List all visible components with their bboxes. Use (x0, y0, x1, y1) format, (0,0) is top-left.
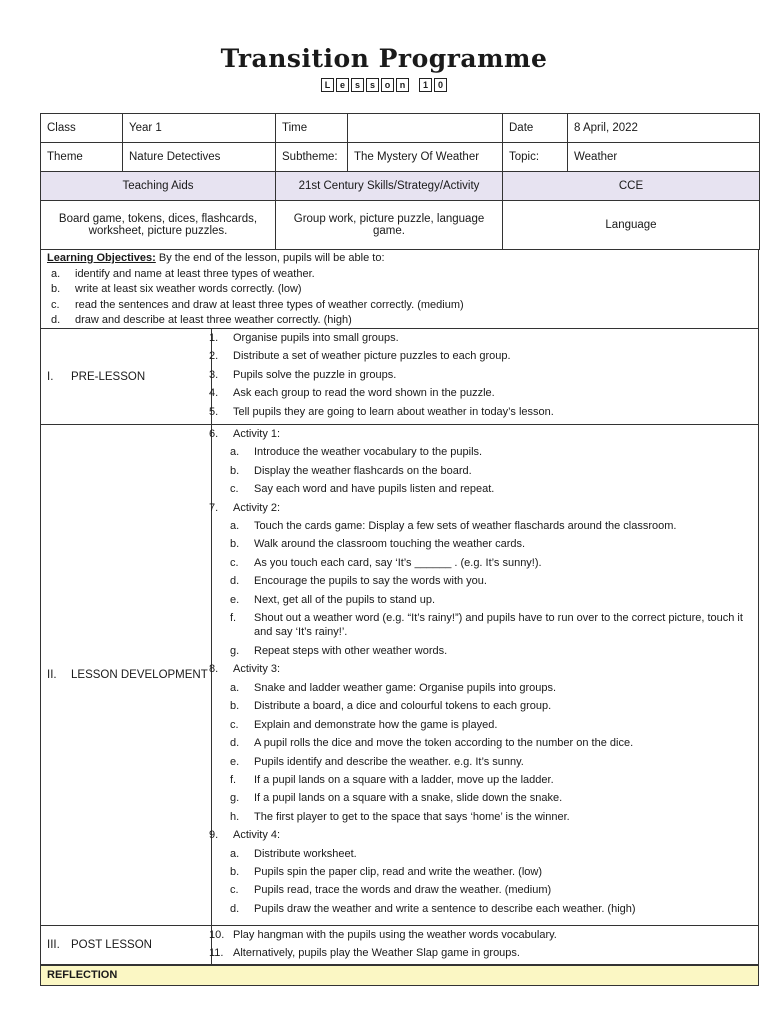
sub-step-marker: d. (230, 737, 240, 750)
stage-number: III. (47, 939, 60, 951)
sub-step-text: The first player to get to the space that says ‘home’ is the winner. (254, 810, 570, 823)
sub-step-item (206, 900, 758, 918)
subtheme-value: The Mystery Of Weather (348, 143, 503, 172)
sub-step-marker: e. (230, 755, 240, 768)
sub-step-item (206, 554, 758, 572)
class-label: Class (41, 114, 123, 143)
teaching-aids-header: Teaching Aids (41, 172, 276, 201)
sub-step-text: Distribute a board, a dice and colourful tokens to each group. (254, 700, 552, 713)
subtitle-letter: 1 (419, 78, 432, 92)
step-number: 11. (209, 947, 224, 960)
sub-step-text: Next, get all of the pupils to stand up. (254, 593, 436, 606)
sub-step-marker: f. (230, 612, 237, 625)
step-text: Activity 2: (233, 501, 281, 514)
step-item (206, 403, 758, 421)
sub-step-item (206, 716, 758, 734)
sub-step-text: Distribute worksheet. (254, 847, 357, 860)
lesson-info-table (40, 113, 760, 172)
step-item (206, 384, 758, 402)
stage-number: II. (47, 669, 57, 681)
sub-step-item (206, 517, 758, 535)
step-number: 6. (209, 428, 219, 440)
sub-step-item (206, 642, 758, 660)
sub-step-text: Say each word and have pupils listen and repeat. (254, 483, 495, 496)
sub-step-item (206, 808, 758, 826)
subtitle-letter: s (366, 78, 379, 92)
objective-text: write at least six weather words correctly. (low) (75, 283, 302, 295)
objective-marker: c. (51, 298, 60, 311)
sub-step-text: A pupil rolls the dice and move the token according to the number on the dice. (254, 737, 634, 750)
reflection-header: REFLECTION (40, 965, 759, 986)
sub-step-marker: h. (230, 810, 240, 823)
sub-step-text: Explain and demonstrate how the game is played. (254, 718, 498, 731)
step-number: 3. (209, 368, 219, 381)
sub-step-item (206, 697, 758, 715)
development-steps (206, 425, 758, 918)
topic-label: Topic: (503, 143, 568, 172)
sub-step-item (206, 734, 758, 752)
topic-value: Weather (568, 143, 760, 172)
sub-step-marker: f. (230, 773, 237, 786)
sub-step-marker: d. (230, 902, 240, 915)
step-item (206, 366, 758, 384)
sub-step-marker: a. (230, 520, 240, 533)
sub-step-marker: a. (230, 446, 240, 459)
pre-lesson-stage (41, 329, 212, 424)
step-item (206, 926, 758, 944)
sub-step-marker: c. (230, 884, 239, 897)
theme-label: Theme (41, 143, 123, 172)
sub-step-item (206, 480, 758, 498)
sub-step-text: If a pupil lands on a square with a ladder, move up the ladder. (254, 773, 554, 786)
step-item (206, 425, 758, 443)
step-number: 10. (209, 929, 225, 941)
lesson-subtitle (0, 78, 768, 92)
lesson-development-section (40, 425, 759, 926)
stage-label: LESSON DEVELOPMENT (71, 669, 208, 681)
sub-step-marker: a. (230, 847, 240, 860)
objective-marker: b. (51, 283, 61, 295)
sub-step-item (206, 591, 758, 609)
step-text: Activity 4: (233, 829, 281, 842)
subtitle-letter: o (381, 78, 394, 92)
subtitle-letter (411, 78, 417, 90)
sub-step-marker: g. (230, 792, 240, 805)
objective-item (47, 298, 752, 314)
development-stage (41, 425, 212, 925)
subtitle-letter: n (396, 78, 409, 92)
step-number: 1. (209, 332, 219, 344)
step-item (206, 499, 758, 517)
sub-step-marker: g. (230, 645, 240, 658)
sub-step-text: Repeat steps with other weather words. (254, 645, 448, 658)
objective-text: draw and describe at least three weather correctly. (high) (75, 314, 352, 326)
post-lesson-stage (41, 926, 212, 964)
sub-step-marker: b. (230, 538, 240, 551)
sub-step-marker: a. (230, 681, 240, 694)
sub-step-item (206, 443, 758, 461)
sub-step-item (206, 572, 758, 590)
sub-step-marker: b. (230, 464, 240, 477)
class-value: Year 1 (123, 114, 276, 143)
sub-step-text: Pupils draw the weather and write a sentence to describe each weather. (high) (254, 902, 636, 915)
sub-step-text: Display the weather flashcards on the board. (254, 464, 472, 477)
cce-header: CCE (503, 172, 760, 201)
teaching-aids-value: Board game, tokens, dices, flashcards, worksheet, picture puzzles. (41, 201, 276, 250)
sub-step-text: Touch the cards game: Display a few sets of weather flaschards around the classroom. (254, 520, 677, 533)
objective-marker: d. (51, 314, 61, 326)
step-text: Alternatively, pupils play the Weather Slap game in groups. (233, 947, 520, 960)
sub-step-item (206, 881, 758, 899)
step-text: Ask each group to read the word shown in the puzzle. (233, 387, 495, 400)
sub-step-marker: c. (230, 718, 239, 731)
sub-step-marker: c. (230, 556, 239, 569)
objectives-label: Learning Objectives: (47, 252, 156, 264)
objective-marker: a. (51, 267, 61, 280)
sub-step-marker: d. (230, 575, 240, 588)
step-text: Activity 3: (233, 663, 281, 676)
subtitle-letter: L (321, 78, 334, 92)
learning-objectives (40, 249, 759, 329)
sub-step-marker: c. (230, 483, 239, 496)
page-title: Transition Programme (220, 44, 548, 73)
post-lesson-steps (206, 926, 758, 963)
sub-step-marker: b. (230, 865, 240, 878)
sub-step-item (206, 845, 758, 863)
sub-step-item (206, 609, 758, 642)
objective-text: identify and name at least three types of weather. (75, 267, 315, 280)
step-item (206, 660, 758, 678)
objective-item (47, 267, 752, 283)
step-number: 8. (209, 663, 219, 676)
sub-step-text: Pupils spin the paper clip, read and write the weather. (low) (254, 865, 542, 878)
step-number: 5. (209, 405, 219, 418)
sub-step-item (206, 462, 758, 480)
subtheme-label: Subtheme: (276, 143, 348, 172)
step-item (206, 347, 758, 365)
sub-step-item (206, 535, 758, 553)
stage-label: PRE-LESSON (71, 370, 146, 383)
post-lesson-section (40, 926, 759, 965)
step-text: Organise pupils into small groups. (233, 332, 399, 344)
step-text: Distribute a set of weather picture puzzles to each group. (233, 350, 511, 363)
step-item (206, 944, 758, 962)
sub-step-text: If a pupil lands on a square with a snake, slide down the snake. (254, 792, 563, 805)
sub-step-marker: e. (230, 593, 240, 606)
sub-step-item (206, 789, 758, 807)
sub-step-item (206, 771, 758, 789)
sub-step-marker: b. (230, 700, 240, 713)
step-text: Play hangman with the pupils using the weather words vocabulary. (233, 929, 557, 941)
sub-step-text: Pupils identify and describe the weather. e.g. It’s sunny. (254, 755, 524, 768)
step-item (206, 826, 758, 844)
theme-value: Nature Detectives (123, 143, 276, 172)
sub-step-text: Shout out a weather word (e.g. “It’s rainy!”) and pupils have to run over to the correct picture, touch it and say ‘It’s rainy!’. (254, 612, 743, 639)
date-label: Date (503, 114, 568, 143)
sub-step-text: As you touch each card, say ‘It’s ______ . (e.g. It’s sunny!). (254, 556, 542, 569)
teaching-aids-table (40, 171, 760, 250)
sub-step-item (206, 753, 758, 771)
objective-item (47, 282, 752, 298)
time-value (348, 114, 503, 143)
step-number: 9. (209, 829, 219, 842)
sub-step-text: Introduce the weather vocabulary to the pupils. (254, 446, 483, 459)
subtitle-letter: 0 (434, 78, 447, 92)
subtitle-letter: e (336, 78, 349, 92)
subtitle-letter: s (351, 78, 364, 92)
step-number: 4. (209, 387, 219, 400)
objective-item (47, 313, 752, 329)
pre-lesson-section (40, 329, 759, 425)
sub-step-text: Pupils read, trace the words and draw the weather. (medium) (254, 884, 552, 897)
skills-header: 21st Century Skills/Strategy/Activity (276, 172, 503, 201)
sub-step-text: Walk around the classroom touching the weather cards. (254, 538, 526, 551)
objective-text: read the sentences and draw at least three types of weather correctly. (medium) (75, 298, 464, 311)
sub-step-item (206, 679, 758, 697)
date-value: 8 April, 2022 (568, 114, 760, 143)
skills-value: Group work, picture puzzle, language game. (276, 201, 503, 250)
objectives-intro: By the end of the lesson, pupils will be able to: (158, 252, 385, 264)
cce-value: Language (503, 201, 760, 250)
step-number: 2. (209, 350, 219, 363)
pre-lesson-steps (206, 329, 758, 421)
step-item (206, 329, 758, 347)
stage-label: POST LESSON (71, 939, 152, 951)
step-text: Activity 1: (233, 428, 281, 440)
step-text: Tell pupils they are going to learn about weather in today’s lesson. (233, 405, 554, 418)
step-text: Pupils solve the puzzle in groups. (233, 368, 397, 381)
step-number: 7. (209, 501, 219, 514)
sub-step-text: Snake and ladder weather game: Organise pupils into groups. (254, 681, 557, 694)
stage-number: I. (47, 370, 54, 383)
time-label: Time (276, 114, 348, 143)
sub-step-text: Encourage the pupils to say the words with you. (254, 575, 487, 588)
sub-step-item (206, 863, 758, 881)
